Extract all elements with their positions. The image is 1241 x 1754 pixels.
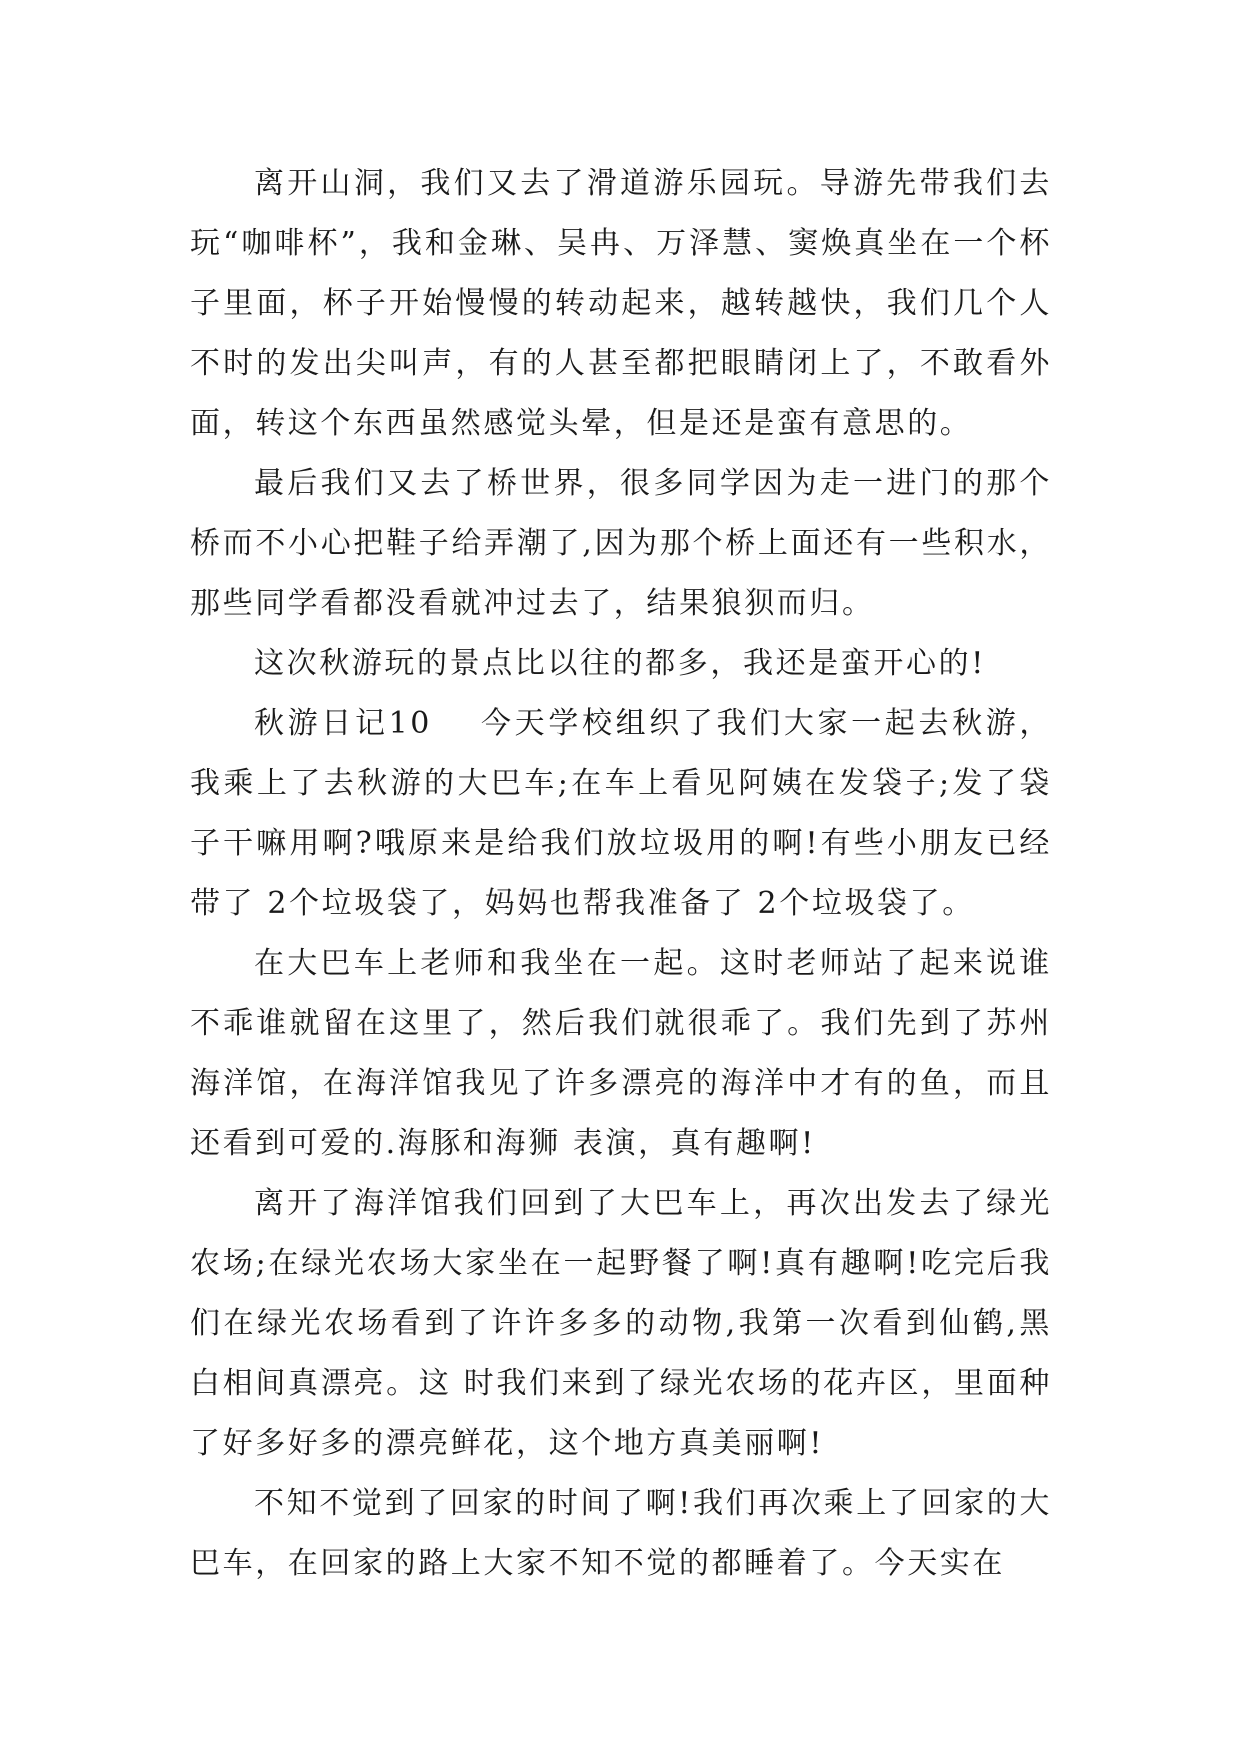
paragraph-farm: 离开了海洋馆我们回到了大巴车上，再次出发去了绿光农场;在绿光农场大家坐在一起野餐了啊!真有趣啊!吃完后我们在绿光农场看到了许许多多的动物,我第一次看到仙鹤,黑白相间真漂亮。这 时我们来到了绿光农场的花卉区，里面种了好多好多的漂亮鲜花，这个地方真美丽啊! (190, 1186, 1052, 1461)
diary-intro-text: 今天学校组织了我们大家一起去秋游，我乘上了去秋游的大巴车;在车上看见阿姨在发袋子;发了袋子干嘛用啊?哦原来是给我们放垃圾用的啊!有些小朋友已经带了 2个垃圾袋了，妈妈也帮我准备了 2个垃圾袋了。 (190, 706, 1052, 921)
paragraph-summary: 这次秋游玩的景点比以往的都多，我还是蛮开心的! (254, 646, 986, 681)
document-body (190, 154, 1052, 1594)
paragraph-coffee-cup: 离开山洞，我们又去了滑道游乐园玩。导游先带我们去玩“咖啡杯”，我和金琳、吴冉、万泽慧、窦焕真坐在一个杯子里面，杯子开始慢慢的转动起来，越转越快，我们几个人不时的发出尖叫声，有的人甚至都把眼睛闭上了，不敢看外面，转这个东西虽然感觉头晕，但是还是蛮有意思的。 (190, 166, 1052, 441)
paragraph-aquarium: 在大巴车上老师和我坐在一起。这时老师站了起来说谁不乖谁就留在这里了，然后我们就很乖了。我们先到了苏州海洋馆，在海洋馆我见了许多漂亮的海洋中才有的鱼，而且还看到可爱的.海豚和海狮 表演，真有趣啊! (190, 946, 1052, 1161)
paragraph-diary-10-intro (190, 694, 1052, 934)
diary-title: 秋游日记10 (254, 706, 432, 741)
paragraph-bridge-world: 最后我们又去了桥世界，很多同学因为走一进门的那个桥而不小心把鞋子给弄潮了,因为那个桥上面还有一些积水，那些同学看都没看就冲过去了，结果狼狈而归。 (190, 466, 1052, 621)
paragraph-going-home: 不知不觉到了回家的时间了啊!我们再次乘上了回家的大巴车，在回家的路上大家不知不觉的都睡着了。今天实在 (190, 1486, 1052, 1581)
